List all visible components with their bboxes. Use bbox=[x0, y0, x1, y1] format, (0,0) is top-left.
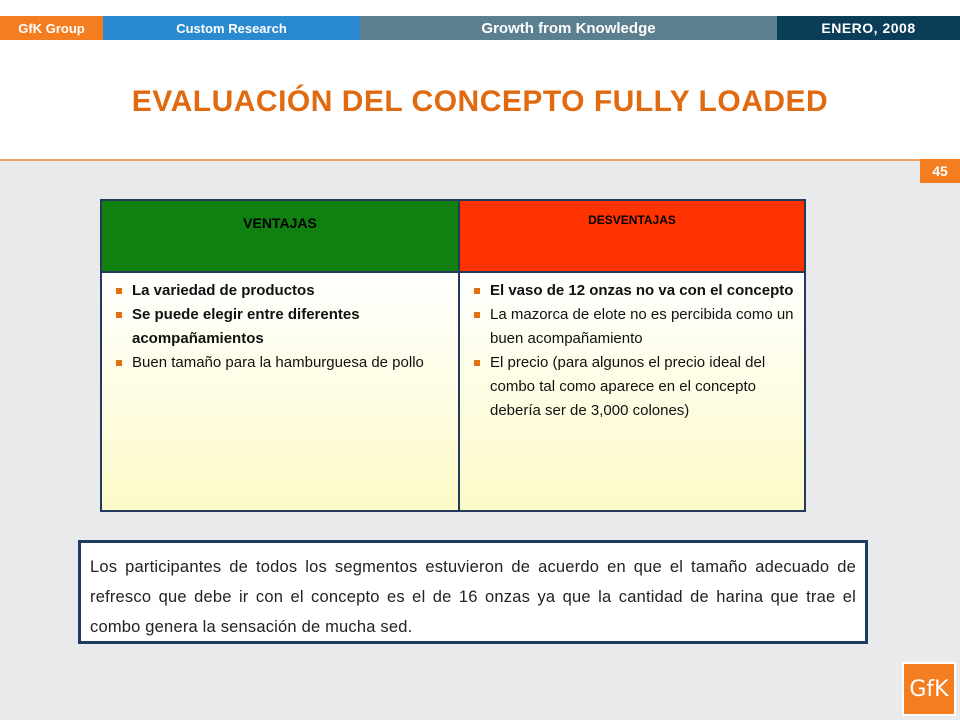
list-item: La mazorca de elote no es percibida como un buen acompañamiento bbox=[472, 303, 802, 351]
desventajas-cell bbox=[460, 273, 804, 510]
date-label: ENERO, 2008 bbox=[777, 16, 960, 40]
tagline-label: Growth from Knowledge bbox=[360, 16, 777, 40]
title-divider bbox=[0, 159, 960, 161]
bullet-square-icon bbox=[474, 288, 480, 294]
column-divider bbox=[458, 201, 460, 510]
ventajas-list bbox=[114, 279, 454, 375]
top-header-bar bbox=[0, 0, 960, 40]
pros-cons-table bbox=[100, 199, 806, 512]
gfk-group-label: GfK Group bbox=[0, 16, 103, 40]
bullet-square-icon bbox=[116, 360, 122, 366]
desventajas-list bbox=[472, 279, 802, 423]
list-item: El precio (para algunos el precio ideal del combo tal como aparece en el concepto debería ser de 3,000 colones) bbox=[472, 351, 802, 423]
ventajas-cell bbox=[102, 273, 458, 510]
bullet-square-icon bbox=[474, 312, 480, 318]
bullet-square-icon bbox=[474, 360, 480, 366]
ventajas-header: VENTAJAS bbox=[102, 201, 458, 271]
list-item: La variedad de productos bbox=[114, 279, 454, 303]
list-item: El vaso de 12 onzas no va con el concepto bbox=[472, 279, 802, 303]
summary-box bbox=[78, 540, 868, 644]
gfk-logo: GfK bbox=[902, 662, 956, 716]
list-item: Se puede elegir entre diferentes acompañamientos bbox=[114, 303, 454, 351]
bullet-square-icon bbox=[116, 288, 122, 294]
list-item: Buen tamaño para la hamburguesa de pollo bbox=[114, 351, 454, 375]
summary-text: Los participantes de todos los segmentos estuvieron de acuerdo en que el tamaño adecuado de refresco que debe ir con el concepto es el de 16 onzas ya que la cantidad de harina que trae el combo genera la sensación de mucha sed. bbox=[90, 558, 856, 636]
page-number: 45 bbox=[920, 159, 960, 183]
desventajas-header: DESVENTAJAS bbox=[460, 201, 804, 271]
slide-title: EVALUACIÓN DEL CONCEPTO FULLY LOADED bbox=[131, 85, 829, 118]
custom-research-label: Custom Research bbox=[103, 16, 360, 40]
bullet-square-icon bbox=[116, 312, 122, 318]
